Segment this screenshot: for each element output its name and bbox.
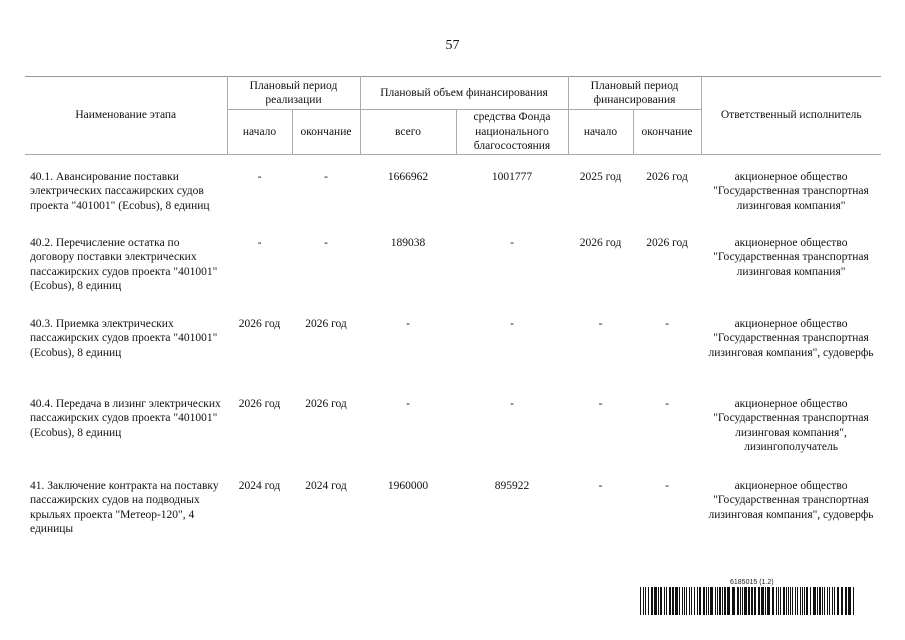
fin-start-cell: 2025 год [579, 170, 622, 183]
total-cell: 1666962 [387, 170, 429, 183]
header-fin-start: начало [568, 110, 633, 155]
total-cell: 1960000 [387, 479, 429, 492]
header-planned-volume: Плановый объем финансирования [360, 77, 568, 110]
fund-cell: 1001777 [491, 170, 533, 183]
table-row [25, 479, 881, 559]
fin-start-cell: - [598, 397, 603, 410]
stage-name-cell: 41. Заключение контракта на поставку пассажирских судов на подводных крыльях проекта "Метеор-120", 4 единицы [30, 479, 219, 535]
period-start-cell: 2024 год [238, 479, 281, 492]
header-fin-end: окончание [633, 110, 701, 155]
header-total: всего [360, 110, 456, 155]
fin-end-cell: - [665, 317, 669, 330]
period-end-cell: 2026 год [305, 317, 347, 330]
fin-start-cell: - [598, 479, 603, 492]
table-row [25, 170, 881, 236]
total-cell: - [406, 317, 410, 330]
table-row [25, 317, 881, 397]
fund-cell: - [510, 317, 514, 330]
financing-table [25, 76, 881, 559]
fund-cell: 895922 [494, 479, 530, 492]
header-start: начало [227, 110, 292, 155]
executor-cell: акционерное общество "Государственная транспортная лизинговая компания", лизингополучатель [713, 397, 869, 453]
executor-cell: акционерное общество "Государственная транспортная лизинговая компания" [713, 170, 869, 212]
fin-end-cell: 2026 год [646, 170, 688, 183]
stage-name-cell: 40.2. Перечисление остатка по договору поставки электрических пассажирских судов проекта "401001" (Ecobus), 8 единиц [30, 236, 218, 292]
header-fund: средства Фонда национального благосостояния [456, 110, 568, 155]
header-financing-period: Плановый период финансирования [568, 77, 701, 110]
fin-start-cell: - [598, 317, 603, 330]
period-end-cell: - [324, 170, 328, 183]
table-row [25, 397, 881, 479]
period-end-cell: 2026 год [305, 397, 347, 410]
period-start-cell: 2026 год [238, 317, 281, 330]
stage-name-cell: 40.1. Авансирование поставки электрических пассажирских судов проекта "401001" (Ecobus), 8 единиц [30, 170, 210, 212]
table-row [25, 236, 881, 317]
table-body [25, 154, 881, 559]
period-start-cell: 2026 год [238, 397, 281, 410]
stage-name-cell: 40.4. Передача в лизинг электрических пассажирских судов проекта "401001" (Ecobus), 8 единиц [30, 397, 221, 439]
fin-end-cell: 2026 год [646, 236, 688, 249]
header-stage-name: Наименование этапа [25, 77, 227, 155]
fin-end-cell: - [665, 479, 669, 492]
fund-cell: - [510, 397, 514, 410]
header-executor: Ответственный исполнитель [701, 77, 881, 155]
header-planned-period: Плановый период реализации [227, 77, 360, 110]
period-end-cell: - [324, 236, 328, 249]
stage-name-cell: 40.3. Приемка электрических пассажирских судов проекта "401001" (Ecobus), 8 единиц [30, 317, 218, 359]
header-end: окончание [292, 110, 360, 155]
period-start-cell: - [257, 170, 262, 183]
barcode [640, 587, 858, 615]
executor-cell: акционерное общество "Государственная транспортная лизинговая компания" [713, 236, 869, 278]
fin-start-cell: 2026 год [579, 236, 622, 249]
page-number: 57 [445, 38, 460, 53]
period-start-cell: - [257, 236, 262, 249]
barcode-code: 6185015 (1.2) [730, 579, 774, 586]
executor-cell: акционерное общество "Государственная транспортная лизинговая компания", судоверфь [708, 479, 874, 521]
period-end-cell: 2024 год [305, 479, 347, 492]
total-cell: 189038 [390, 236, 426, 249]
table-header [25, 77, 881, 155]
fund-cell: - [510, 236, 514, 249]
executor-cell: акционерное общество "Государственная транспортная лизинговая компания", судоверфь [708, 317, 874, 359]
fin-end-cell: - [665, 397, 669, 410]
total-cell: - [406, 397, 410, 410]
